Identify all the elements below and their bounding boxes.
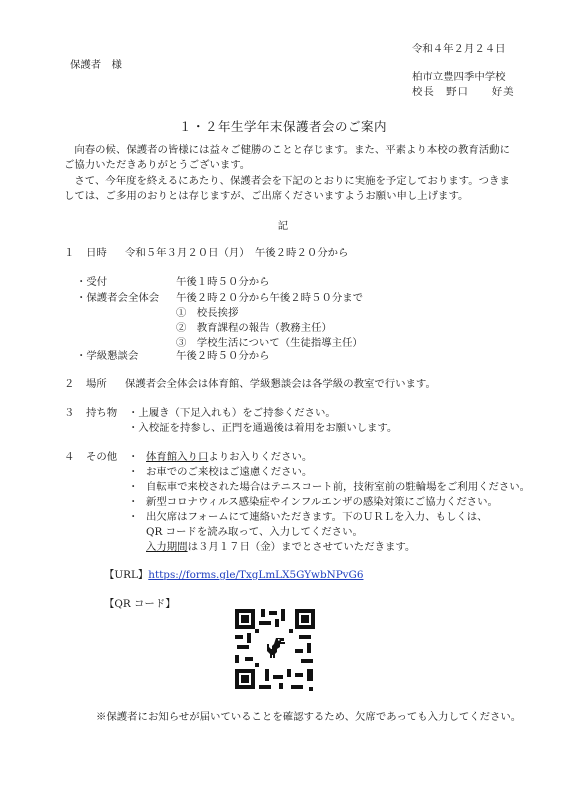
item2-value: 保護者会全体会は体育館、学級懇談会は各学級の教室で行います。 (125, 378, 436, 390)
qr-label: 【QR コード】 (104, 598, 176, 610)
item4-number: ４ (64, 451, 75, 463)
deadline-underlined: 入力期間 (146, 541, 188, 553)
other-line-1: 体育館入り口よりお入りください。 (146, 451, 313, 463)
schedule-value: 午後２時２０分から午後２時５０分まで (176, 292, 364, 304)
url-label: 【URL】 (104, 569, 149, 581)
schedule-value: 午後１時５０分から (176, 276, 270, 288)
schedule-subitem: ① 校長挨拶 (176, 307, 239, 319)
belongings-line: ・上履き（下足入れも）をご持参ください。 (128, 407, 336, 419)
url-row (104, 568, 363, 582)
belongings-line: ・入校証を持参し、正門を通過後は着用をお願いします。 (128, 422, 398, 434)
other-line: QR コードを読み取って、入力してください。 (146, 526, 363, 538)
item2-label: 場所 (86, 378, 107, 390)
recipient: 保護者 様 (70, 59, 122, 71)
intro-paragraph-1: 向春の候、保護者の皆様には益々ご健勝のことと存じます。また、平素より本校の教育活動にご協力いただきありがとうございます。 (64, 144, 510, 171)
item4-label: その他 (86, 451, 118, 463)
intro-paragraph-2: さて、今年度を終えるにあたり、保護者会を下記のとおりに実施を予定しております。つきましては、ご多用のおりとは存じますが、ご出席くださいますようお願い申し上げます。 (64, 175, 510, 202)
item1-value: 令和５年３月２０日（月） 午後２時２０分から (125, 247, 349, 259)
item1-number: １ (64, 247, 75, 259)
schedule-subitem: ② 教育課程の報告（教務主任） (176, 322, 332, 334)
dinosaur-logo-icon (263, 635, 289, 661)
document-date: 令和４年２月２４日 (412, 43, 506, 55)
page-title: １・２年生学年末保護者会のご案内 (178, 119, 387, 134)
schedule-subitem: ③ 学校生活について（生徒指導主任） (176, 337, 363, 349)
bullet: ・ (128, 481, 139, 493)
item1-label: 日時 (86, 247, 107, 259)
school-name: 柏市立豊四季中学校 (412, 71, 506, 83)
bullet: ・ (128, 451, 139, 463)
entrance-underlined: 体育館入り口 (146, 451, 209, 463)
footer-note: ※保護者にお知らせが届いていることを確認するため、欠席であっても入力してください。 (96, 711, 522, 723)
schedule-label: ・学級懇談会 (76, 350, 139, 362)
other-line: 新型コロナウィルス感染症やインフルエンザの感染対策にご協力ください。 (146, 496, 498, 508)
bullet: ・ (128, 466, 139, 478)
other-line: 出欠席はフォームにて連絡いただきます。下のＵＲＬを入力、もしくは、 (146, 511, 488, 523)
other-line: 自転車で来校された場合はテニスコート前，技術室前の駐輪場をご利用ください。 (146, 481, 531, 493)
item2-number: ２ (64, 378, 75, 390)
item3-number: ３ (64, 407, 75, 419)
item3-label: 持ち物 (86, 407, 118, 419)
schedule-label: ・受付 (76, 276, 108, 288)
schedule-value: 午後２時５０分から (176, 350, 270, 362)
bullet: ・ (128, 511, 139, 523)
other-line: お車でのご来校はご遠慮ください。 (146, 466, 313, 478)
schedule-label: ・保護者会全体会 (76, 292, 160, 304)
principal-name: 校長 野口 好美 (412, 86, 515, 98)
form-url-link[interactable]: https://forms.gle/TxgLmLX5GYwbNPvG6 (148, 569, 364, 581)
bullet: ・ (128, 496, 139, 508)
ki-heading: 記 (277, 220, 289, 232)
qr-code-image (229, 603, 321, 695)
deadline-line: 入力期間は３月１７日（金）までとさせていただきます。 (146, 541, 416, 553)
